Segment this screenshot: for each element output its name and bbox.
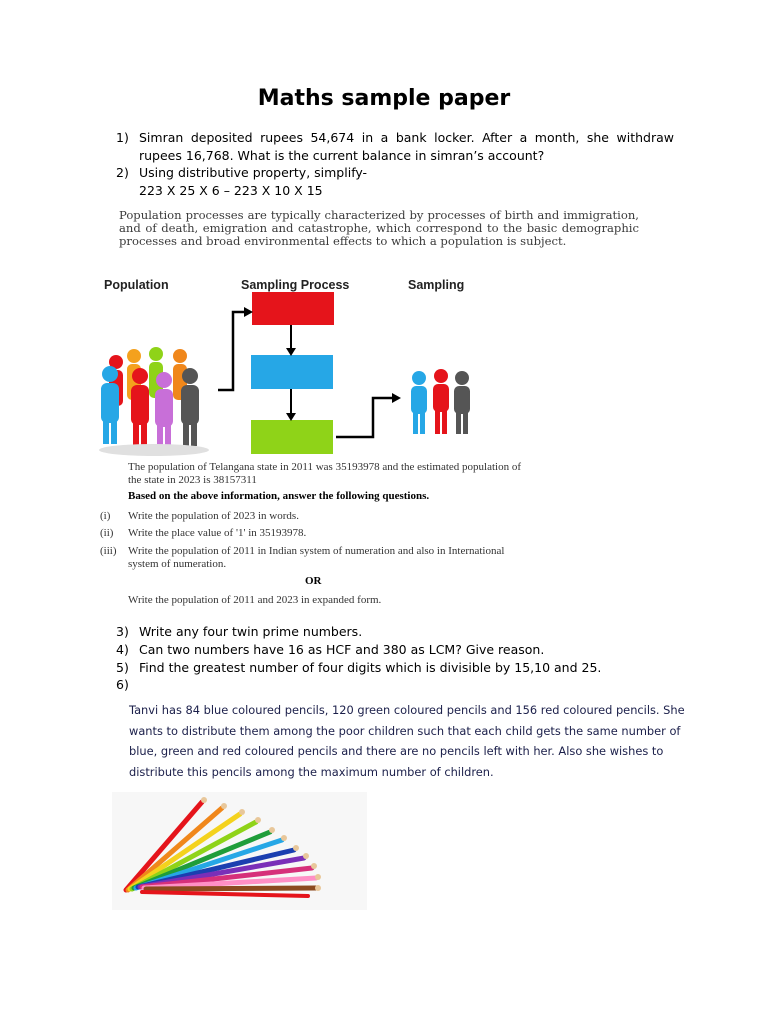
question-4-text: Can two numbers have 16 as HCF and 380 as LCM? Give reason. [139, 642, 545, 657]
question-6-number: 6) [116, 677, 129, 692]
process-box-green [251, 420, 333, 454]
diagram-graphics [96, 272, 516, 462]
question-6-text: Tanvi has 84 blue coloured pencils, 120 green coloured pencils and 156 red coloured pencils. She wants to distribute them among the poor children such that each child gets the same number of blue, green and red coloured pencils and there are no pencils left with her. Also she wishes to distribute this pencils among the maximum number of children. [129, 703, 685, 779]
process-box-blue [251, 355, 333, 389]
subquestion-2-number: (ii) [100, 527, 114, 539]
or-separator: OR [305, 575, 322, 587]
case-study-info: The population of Telangana state in 2011 was 35193978 and the estimated population of the state in 2023 is 38157311 [128, 461, 522, 486]
question-2-text: Using distributive property, simplify- [139, 165, 368, 180]
population-arrow [218, 312, 246, 390]
subquestion-1-number: (i) [100, 510, 111, 522]
sampling-label: Sampling [408, 278, 465, 292]
question-3-text: Write any four twin prime numbers. [139, 624, 363, 639]
subquestion-3-number: (iii) [100, 545, 117, 557]
sampling-process-label: Sampling Process [241, 278, 350, 292]
subquestion-3-text: Write the population of 2011 in Indian system of numeration and also in International system of numeration. [128, 545, 505, 570]
question-5-text: Find the greatest number of four digits which is divisible by 15,10 and 25. [139, 660, 602, 675]
question-1-text: Simran deposited rupees 54,674 in a bank locker. After a month, she withdraw rupees 16,768. What is the current balance in simran’s account? [139, 130, 674, 163]
question-1-number: 1) [116, 130, 129, 145]
case-study-alternative: Write the population of 2011 and 2023 in expanded form. [128, 594, 382, 606]
question-2-expression: 223 X 25 X 6 – 223 X 10 X 15 [139, 183, 323, 198]
question-5-number: 5) [116, 660, 129, 675]
case-study-instruction: Based on the above information, answer the following questions. [128, 490, 430, 502]
down-arrow-1 [286, 325, 296, 356]
sampling-arrow-head [392, 393, 401, 403]
population-label: Population [104, 278, 169, 292]
colored-pencils-image [112, 792, 367, 910]
subquestion-2-text: Write the place value of '1' in 35193978. [128, 527, 307, 539]
process-box-red [252, 292, 334, 325]
sampling-arrow [336, 398, 394, 437]
question-4-number: 4) [116, 642, 129, 657]
subquestion-1-text: Write the population of 2023 in words. [128, 510, 299, 522]
population-people-icon [99, 347, 209, 456]
down-arrow-2 [286, 389, 296, 421]
case-study-intro: Population processes are typically characterized by processes of birth and immigration, and of death, emigration and catastrophe, which correspond to the basic demographic processes and broad environmental effects to which a population is subject. [119, 208, 639, 248]
sample-people-icon [411, 369, 470, 434]
population-arrow-head [244, 307, 253, 317]
question-3-number: 3) [116, 624, 129, 639]
sampling-diagram [96, 272, 516, 462]
page-title: Maths sample paper [257, 86, 511, 111]
question-2-number: 2) [116, 165, 129, 180]
